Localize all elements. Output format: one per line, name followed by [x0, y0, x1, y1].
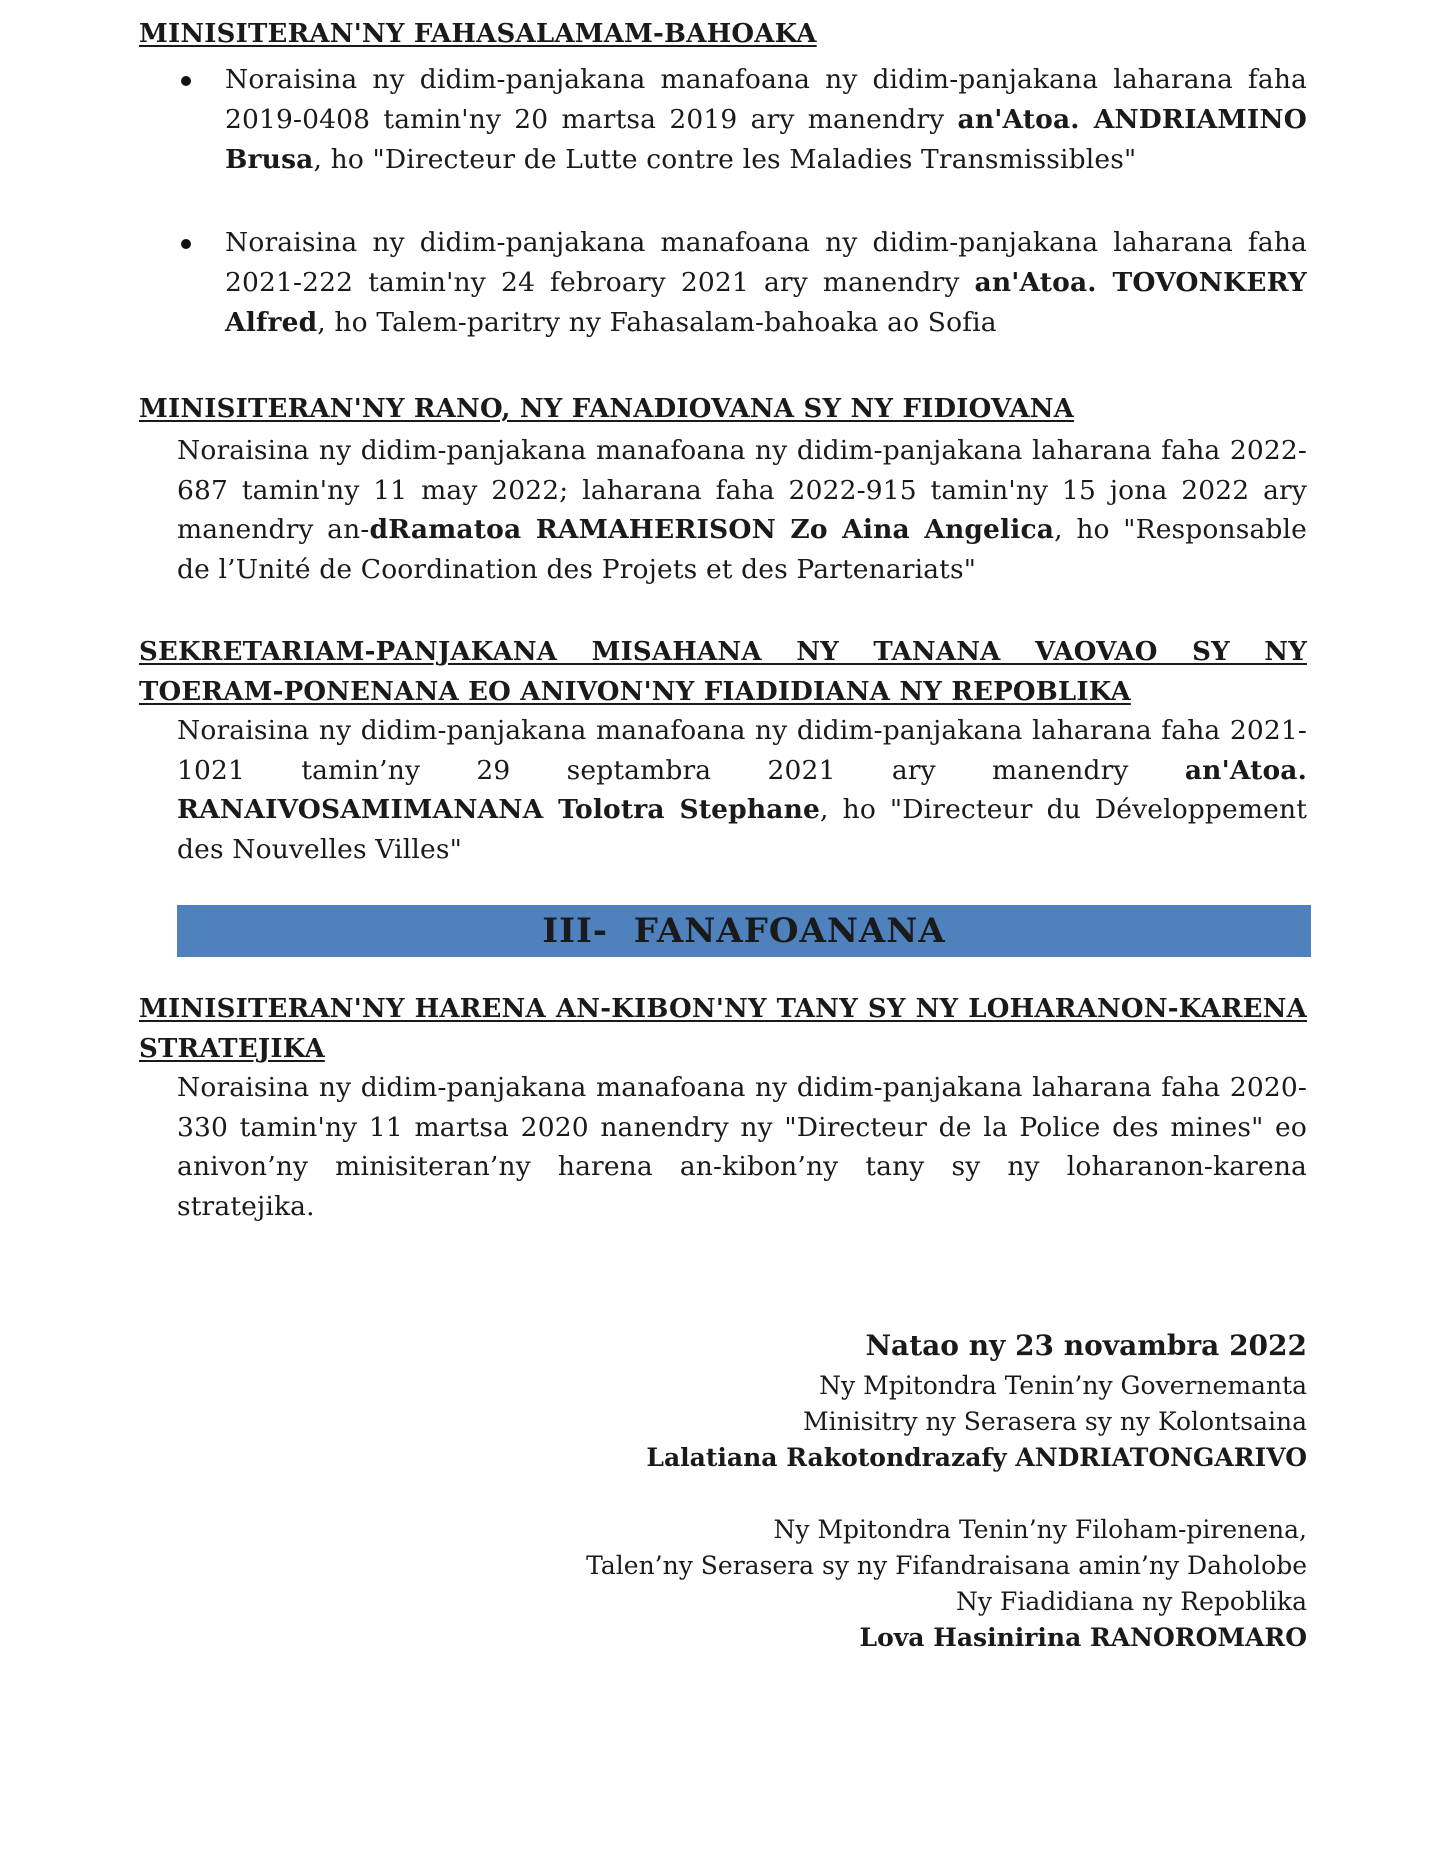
gov-spokesperson-name: Lalatiana Rakotondrazafy ANDRIATONGARIVO	[646, 1443, 1307, 1472]
water-paragraph: Noraisina ny didim-panjakana manafoana ny didim-panjakana laharana faha 2022-687 tamin'ny 11 may 2022; laharana faha 2022-915 tamin'ny 15 jona 2022 ary manendry an-dRamatoa RAMAHERISON Zo Aina Angelica, ho "Responsable de l’Unité de Coordination des Projets et des Partenariats"	[177, 435, 1308, 585]
pres-spokesperson-name: Lova Hasinirina RANOROMARO	[859, 1623, 1307, 1652]
pres-spokesperson-role: Talen’ny Serasera sy ny Fifandraisana amin’ny Daholobe	[586, 1551, 1307, 1580]
signature-date: Natao ny 23 novambra 2022	[865, 1329, 1307, 1362]
heading-water-ministry: MINISITERAN'NY RANO, NY FANADIOVANA SY NY FIDIOVANA	[139, 394, 1075, 424]
heading-health-ministry: MINISITERAN'NY FAHASALAMAM-BAHOAKA	[139, 19, 817, 49]
gov-spokesperson-title: Ny Mpitondra Tenin’ny Governemanta	[819, 1371, 1307, 1400]
pres-office: Ny Fiadidiana ny Repoblika	[956, 1587, 1307, 1616]
pres-spokesperson-title: Ny Mpitondra Tenin’ny Filoham-pirenena,	[773, 1515, 1307, 1544]
mines-paragraph: Noraisina ny didim-panjakana manafoana ny didim-panjakana laharana faha 2020-330 tamin'ny 11 martsa 2020 nanendry ny "Directeur de la Police des mines" eo anivon’ny minisiteran’ny harena an-kibon’ny tany sy ny loharanon-karena stratejika.	[177, 1072, 1307, 1222]
heading-mines-ministry: MINISITERAN'NY HARENA AN-KIBON'NY TANY SY NY LOHARANON-KARENA STRATEJIKA	[139, 994, 1307, 1064]
bullet-point	[181, 239, 191, 249]
secretariat-paragraph: Noraisina ny didim-panjakana manafoana ny didim-panjakana laharana faha 2021-1021 tamin’ny 29 septambra 2021 ary manendry an'Atoa. RANAIVOSAMIMANANA Tolotra Stephane, ho "Directeur du Développement des Nouvelles Villes"	[177, 715, 1307, 865]
health-item-2: Noraisina ny didim-panjakana manafoana ny didim-panjakana laharana faha 2021-222 tamin'ny 24 febroary 2021 ary manendry an'Atoa. TOVONKERY Alfred, ho Talem-paritry ny Fahasalam-bahoaka ao Sofia	[225, 227, 1307, 338]
gov-spokesperson-role: Minisitry ny Serasera sy ny Kolontsaina	[802, 1407, 1307, 1436]
banner-title: III- FANAFOANANA	[542, 911, 946, 951]
heading-secretariat: SEKRETARIAM-PANJAKANA MISAHANA NY TANANA VAOVAO SY NY TOERAM-PONENANA EO ANIVON'NY FIADIDIANA NY REPOBLIKA	[139, 637, 1307, 707]
health-item-1: Noraisina ny didim-panjakana manafoana ny didim-panjakana laharana faha 2019-0408 tamin'ny 20 martsa 2019 ary manendry an'Atoa. ANDRIAMINO Brusa, ho "Directeur de Lutte contre les Maladies Transmissibles"	[225, 64, 1307, 175]
bullet-point	[181, 76, 191, 86]
section-banner	[177, 905, 1311, 957]
